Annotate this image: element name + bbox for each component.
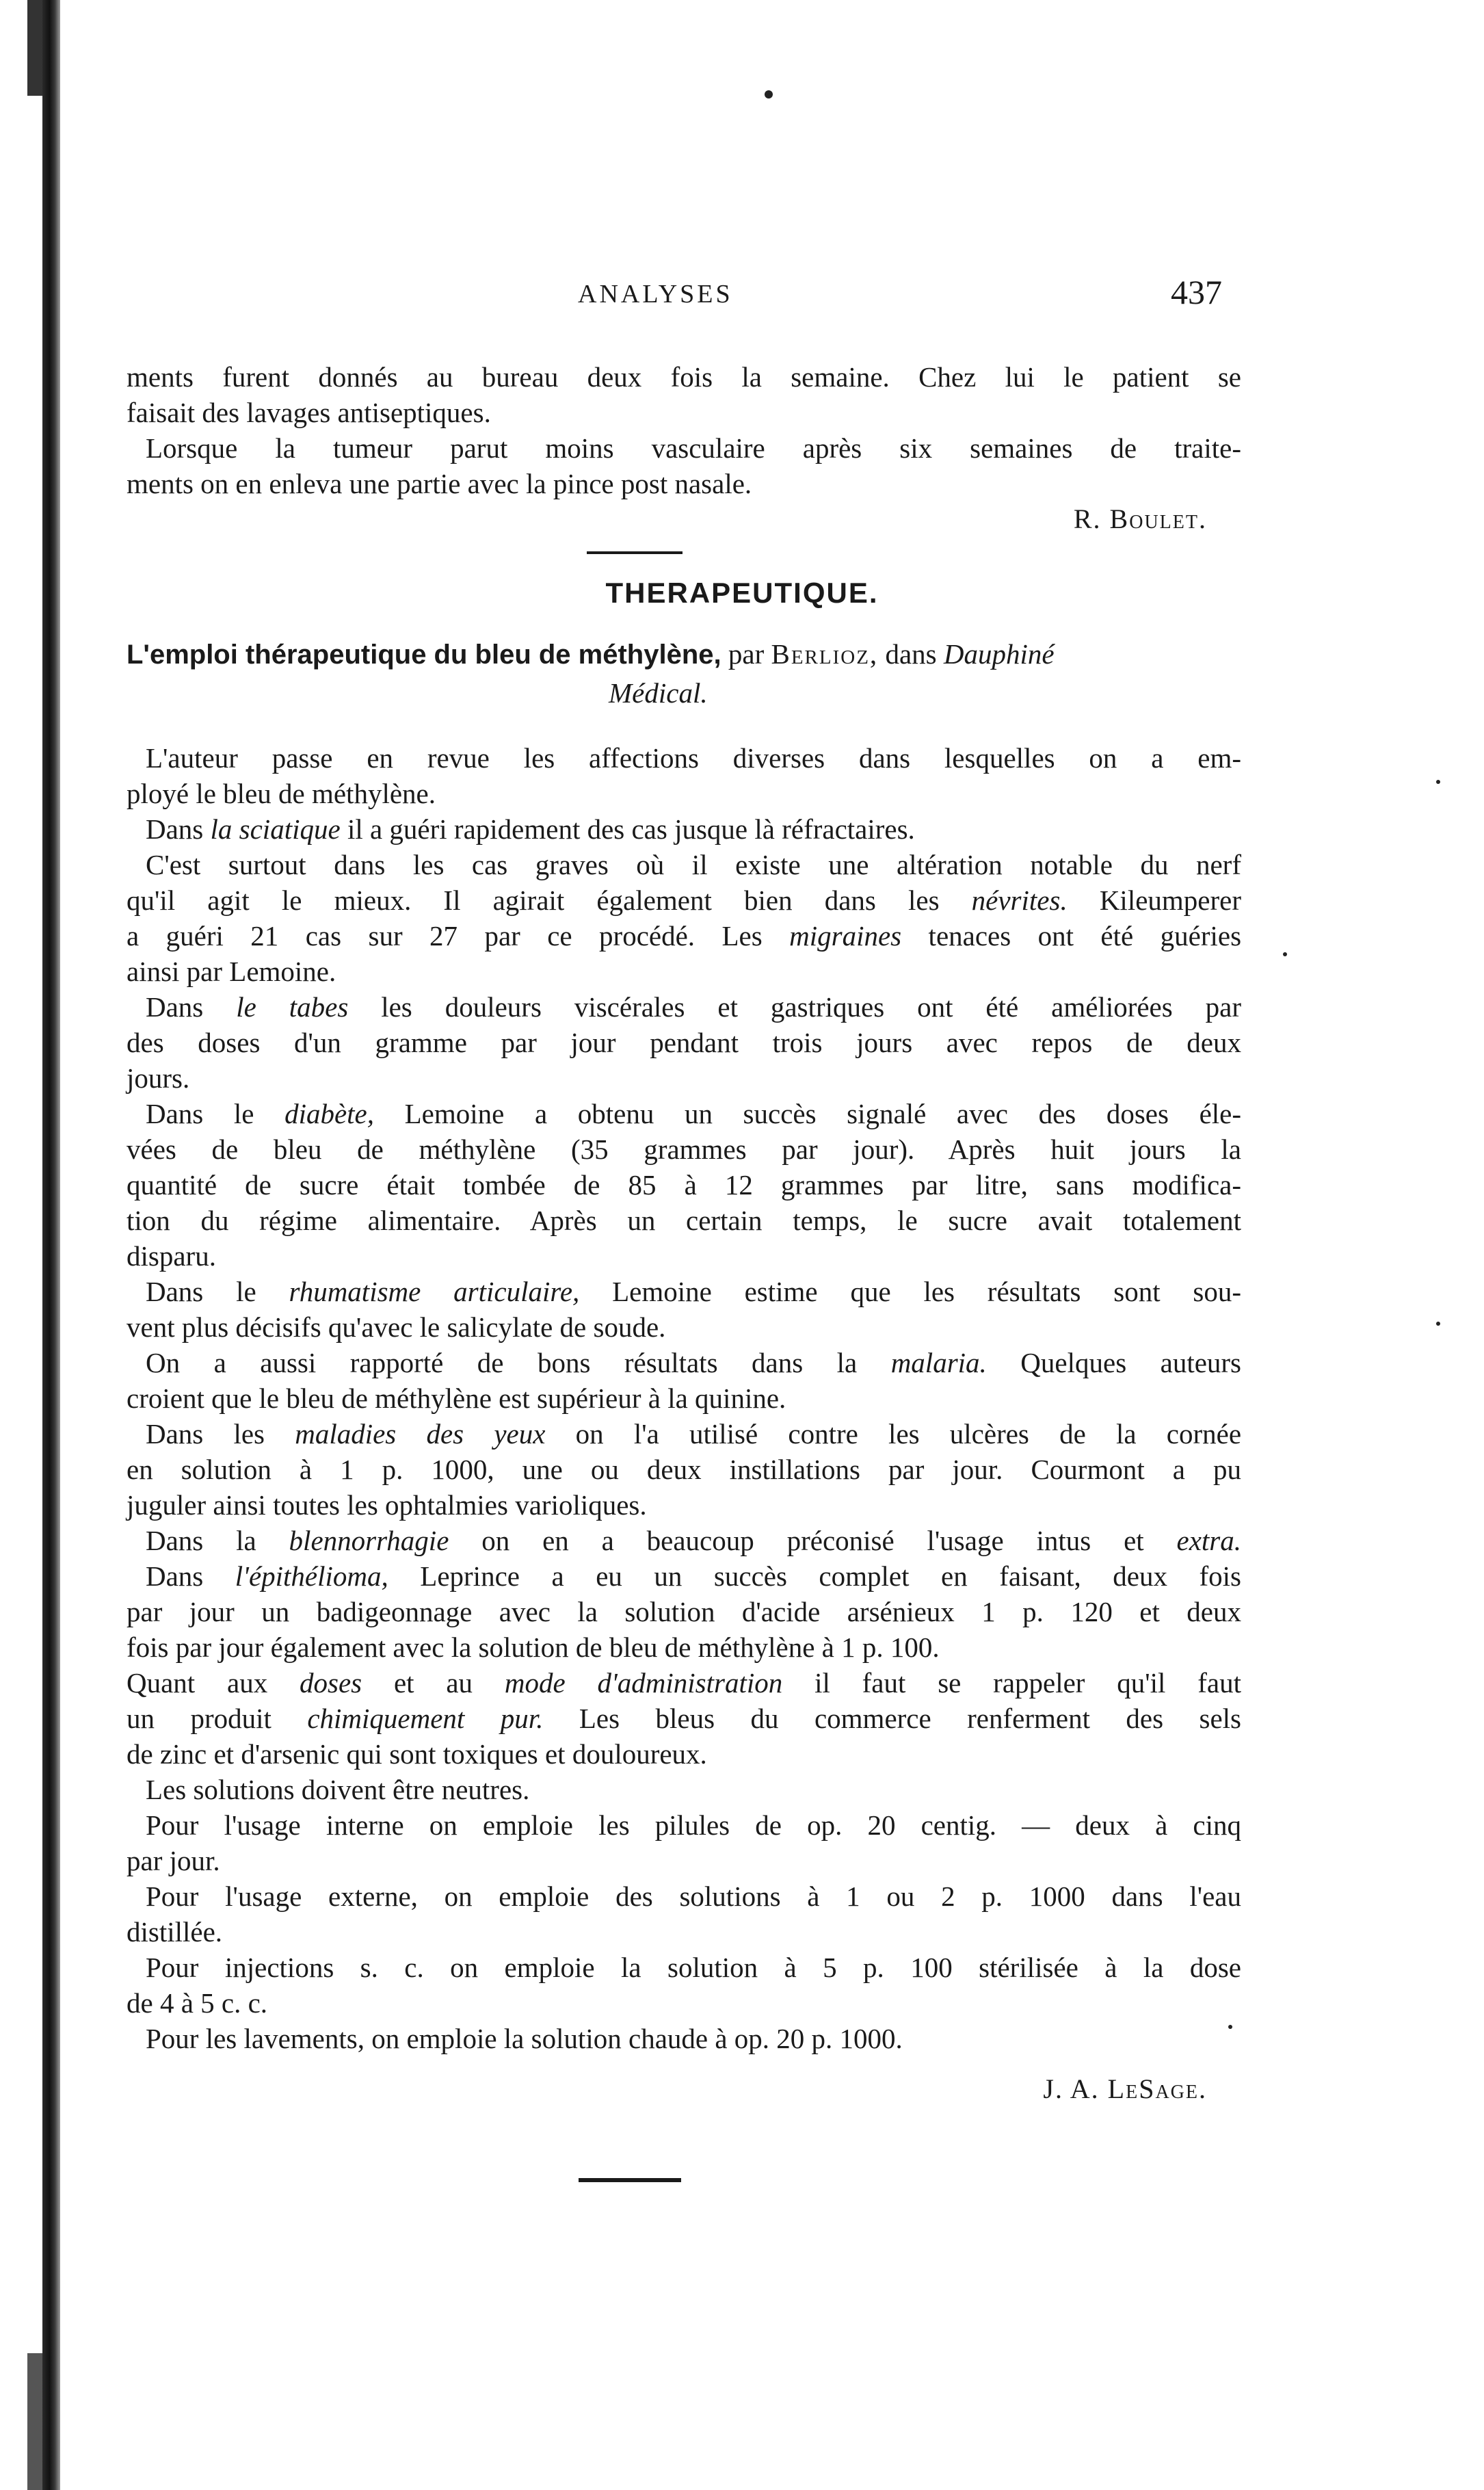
text-line: Les solutions doivent être neutres. xyxy=(146,1774,530,1805)
text-line: vées de bleu de méthylène (35 grammes par jour). Après huit jours la xyxy=(127,1133,1241,1165)
text-line: Pour les lavements, on emploie la solution chaude à op. 20 p. 1000. xyxy=(146,2023,903,2054)
text-line: Lorsque la tumeur parut moins vasculaire après six semaines de traite- xyxy=(146,432,1241,464)
article-dans: dans xyxy=(885,638,937,670)
text-line: par jour un badigeonnage avec la solution d'acide arsénieux 1 p. 120 et deux xyxy=(127,1596,1241,1627)
text-line: a guéri 21 cas sur 27 par ce procédé. Les migraines tenaces ont été guéries xyxy=(127,920,1242,952)
text-line: ments on en enleva une partie avec la pince post nasale. xyxy=(127,468,752,499)
page-binding-edge xyxy=(42,0,60,2490)
text-line: Pour l'usage interne on emploie les pilules de op. 20 centig. — deux à cinq xyxy=(146,1809,1241,1841)
text-line: disparu. xyxy=(127,1240,216,1272)
text-line: qu'il agit le mieux. Il agirait également bien dans les névrites. Kileumperer xyxy=(127,884,1242,916)
text-line: Dans la blennorrhagie on en a beaucoup préconisé l'usage intus et extra. xyxy=(146,1525,1242,1556)
text-line: fois par jour également avec la solution de bleu de méthylène à 1 p. 100. xyxy=(127,1631,940,1663)
text-line: Pour l'usage externe, on emploie des solutions à 1 ou 2 p. 1000 dans l'eau xyxy=(146,1880,1241,1912)
text-line: juguler ainsi toutes les ophtalmies varioliques. xyxy=(127,1489,647,1521)
article-body xyxy=(127,740,1241,2107)
text-line: Dans le tabes les douleurs viscérales et gastriques ont été améliorées par xyxy=(146,991,1241,1023)
text-line: Dans les maladies des yeux on l'a utilisé contre les ulcères de la cornée xyxy=(146,1418,1242,1450)
text-line: distillée. xyxy=(127,1916,223,1948)
ink-speck xyxy=(1436,780,1440,784)
section-divider xyxy=(587,551,683,554)
text-line: C'est surtout dans les cas graves où il existe une altération notable du nerf xyxy=(146,849,1241,880)
text-line: Dans le rhumatisme articulaire, Lemoine estime que les résultats sont sou- xyxy=(146,1276,1242,1307)
text-line: Dans le diabète, Lemoine a obtenu un succès signalé avec des doses éle- xyxy=(146,1098,1242,1129)
text-line: Dans l'épithélioma, Leprince a eu un succès complet en faisant, deux fois xyxy=(146,1560,1241,1592)
binding-shadow xyxy=(27,0,42,96)
text-line: Pour injections s. c. on emploie la solution à 5 p. 100 stérilisée à la dose xyxy=(146,1952,1241,1983)
text-line: ployé le bleu de méthylène. xyxy=(127,778,436,809)
page-number: 437 xyxy=(1171,273,1222,311)
journal-name: Dauphiné xyxy=(943,638,1055,670)
ink-speck xyxy=(765,90,773,99)
text-line: ainsi par Lemoine. xyxy=(127,956,336,987)
article-par: par xyxy=(728,638,765,670)
text-line: faisait des lavages antiseptiques. xyxy=(127,397,491,428)
end-divider xyxy=(579,2178,681,2182)
text-line: par jour. xyxy=(127,1845,220,1876)
journal-name-cont: Médical. xyxy=(609,677,708,709)
text-line: croient que le bleu de méthylène est supérieur à la quinine. xyxy=(127,1382,786,1414)
text-line: des doses d'un gramme par jour pendant trois jours avec repos de deux xyxy=(127,1027,1241,1058)
text-line: quantité de sucre était tombée de 85 à 12 grammes par litre, sans modifica- xyxy=(127,1169,1241,1201)
article-title: L'emploi thérapeutique du bleu de méthylène, xyxy=(127,640,721,670)
text-line: jours. xyxy=(127,1062,190,1094)
binding-shadow xyxy=(27,2353,42,2490)
ink-speck xyxy=(1283,952,1287,956)
text-line: de zinc et d'arsenic qui sont toxiques et douloureux. xyxy=(127,1738,707,1770)
text-line: vent plus décisifs qu'avec le salicylate de soude. xyxy=(127,1311,666,1343)
text-line: un produit chimiquement pur. Les bleus du commerce renferment des sels xyxy=(127,1703,1242,1734)
running-title: ANALYSES xyxy=(578,280,733,309)
author-signature: J. A. LeSage. xyxy=(1043,2073,1207,2104)
ink-speck xyxy=(1436,1322,1440,1326)
text-line: tion du régime alimentaire. Après un certain temps, le sucre avait totalement xyxy=(127,1205,1241,1236)
text-line: Quant aux doses et au mode d'administration il faut se rappeler qu'il faut xyxy=(127,1667,1241,1699)
text-line: On a aussi rapporté de bons résultats dans la malaria. Quelques auteurs xyxy=(146,1347,1242,1378)
text-line: de 4 à 5 c. c. xyxy=(127,1987,268,2019)
text-line: L'auteur passe en revue les affections diverses dans lesquelles on a em- xyxy=(146,742,1241,774)
text-line: en solution à 1 p. 1000, une ou deux instillations par jour. Courmont a pu xyxy=(127,1454,1241,1485)
section-heading: THERAPEUTIQUE. xyxy=(605,577,879,609)
author-signature: R. Boulet. xyxy=(1073,503,1207,534)
article-author: Berlioz, xyxy=(771,638,879,670)
text-line: Dans la sciatique il a guéri rapidement des cas jusque là réfractaires. xyxy=(146,813,915,845)
previous-article xyxy=(127,359,1241,537)
article-heading xyxy=(127,635,1241,712)
text-line: ments furent donnés au bureau deux fois la semaine. Chez lui le patient se xyxy=(127,361,1241,393)
